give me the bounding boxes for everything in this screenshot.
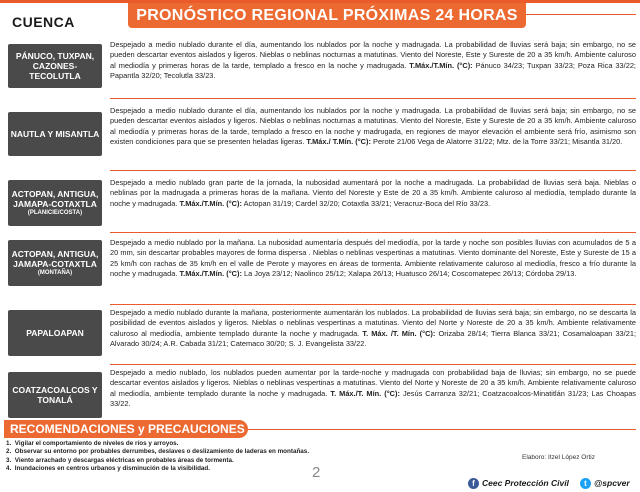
recommendations-divider	[248, 429, 636, 430]
region-temps: Orizaba 28/14; Tierra Blanca 33/21; Cosamaloapan 33/21; Alvarado 30/24; A.R. Cabada 31/21; Catemaco 30/20; S. J. Evangelista 33/22.	[110, 328, 636, 348]
region-label-text: ACTOPAN, ANTIGUA, JAMAPA-COTAXTLA	[11, 249, 99, 269]
recommendations-title: RECOMENDACIONES y PRECAUCIONES	[4, 420, 248, 438]
region-forecast: Despejado a medio nublado gran parte de la jornada, la nubosidad aumentará por la noche a madrugada. La probabilidad de lluvias será baja. Nieblas o neblinas por la madrugada a primeras horas de la mañana. Viento del Noreste y Este de 20 a 35 km/h. Ambiente caluroso al mediodía, templado durante la noche y madrugada.	[110, 178, 636, 208]
facebook-icon: f	[468, 478, 479, 489]
region-label	[8, 180, 102, 226]
region-text	[110, 368, 636, 409]
list-number: 3.	[6, 456, 12, 464]
header	[0, 0, 640, 32]
region-label	[8, 372, 102, 418]
region-forecast: Despejado a medio nublado durante el día, aumentando los nublados por la noche y madrugada. La probabilidad de lluvias será baja; sin embargo, no se pueden descartar eventos aislados y ligeros. Nieblas o neblinas nocturnas a matutinas. Viento del Noreste, Este y Sureste de 20 a 35 km/h. Ambiente caluroso al mediodía y primeras horas de la tarde, templado a fresco en la noche y madrugada, en regiones de mayor elevación el ambiente será frío, asimismo son existen condiciones para que se presenten heladas ligeras.	[110, 106, 636, 146]
author-credit: Elaboro: Itzel López Ortiz	[522, 454, 595, 461]
region-label	[8, 44, 102, 88]
region-temp-label: T. Máx./T. Mín. (°C):	[330, 388, 400, 398]
list-number: 4.	[6, 465, 12, 473]
region-label	[8, 240, 102, 286]
region-divider	[110, 98, 636, 99]
region-temp-label: T. Máx. /T. Mín. (°C):	[362, 328, 436, 338]
region-temps: Perote 21/06 Vega de Alatorre 31/22; Mtz. de la Torre 33/21; Misantla 31/20.	[373, 136, 623, 146]
region-temp-label: T.Máx./T.Mín. (°C):	[179, 198, 242, 208]
region-label-text: ACTOPAN, ANTIGUA, JAMAPA-COTAXTLA	[11, 189, 99, 209]
list-item	[6, 448, 366, 456]
region-label	[8, 112, 102, 156]
region-temps: Jesús Carranza 32/21; Coatzacoalcos-Minatitlán 31/23; Las Choapas 33/22.	[110, 388, 636, 408]
region-label-text: COATZACOALCOS Y TONALÁ	[12, 385, 98, 405]
region-forecast: Despejado a medio nublado por la mañana. La nubosidad aumentaría después del mediodía, por la tarde y noche son posibles lluvias con acumulados de 5 a 20 mm, sin descartar probables mayores de forma dispersa . Nieblas o neblinas vespertinas a matutinas. Viento dominante del Noreste, Este y Sureste de 15 a 25 km/h con rachas de 35 km/h en el valle de Perote y mayores en áreas de tormenta. Ambiente relativamente caluroso al mediodía, fresco a frío durante la noche y madrugada.	[110, 238, 636, 278]
region-temp-label: T.Máx./T.Mín. (°C):	[409, 60, 473, 70]
region-temp-label: T.Máx./ T.Mín. (°C):	[306, 136, 371, 146]
recommendations-header	[0, 420, 640, 438]
twitter-icon: t	[580, 478, 591, 489]
region-forecast: Despejado a medio nublado durante el día, aumentando los nublados por la noche y madrugada. La probabilidad de lluvias será baja; sin embargo, no se pueden descartar eventos aislados y ligeros. Nieblas o neblinas nocturnas a matutinas. Viento del Noreste, Este y Sureste de 20 a 35 km/h. Ambiente caluroso al mediodía y primeras horas de la tarde, templado a fresco en la noche y madrugada.	[110, 40, 636, 70]
facebook-link[interactable]	[468, 476, 569, 490]
region-sublabel: (PLANICIE/COSTA)	[27, 210, 83, 216]
region-text	[110, 178, 636, 209]
region-divider	[110, 232, 636, 233]
region-temp-label: T.Máx./T.Mín. (°C):	[179, 268, 242, 278]
region-temps: Actopan 31/19; Cardel 32/20; Cotaxtla 33/21; Veracruz-Boca del Río 33/23.	[243, 198, 491, 208]
list-text: Viento arrachado y descargas eléctricas en probables áreas de tormenta.	[14, 456, 234, 464]
list-number: 2.	[6, 448, 12, 456]
region-temps: La Joya 23/12; Naolinco 25/12; Xalapa 26/13; Huatusco 26/14; Coscomatepec 26/13; Córdoba 29/13.	[244, 268, 577, 278]
region-label	[8, 310, 102, 356]
region-divider	[110, 304, 636, 305]
list-number: 1.	[6, 440, 12, 447]
page-number: 2	[312, 464, 321, 481]
region-label-text: PÁNUCO, TUXPAN, CAZONES-TECOLUTLA	[15, 51, 95, 81]
region-sublabel: (MONTAÑA)	[37, 270, 73, 276]
region-temps: Pánuco 34/23; Tuxpan 33/23; Poza Rica 33/22; Papantla 32/20; Tecolutla 33/23.	[110, 60, 636, 80]
region-label-text: PAPALOAPAN	[26, 328, 84, 338]
list-text: Inundaciones en centros urbanos y disminución de la visibilidad.	[14, 465, 211, 473]
region-text	[110, 40, 636, 81]
twitter-link[interactable]	[580, 476, 630, 490]
region-label-text: NAUTLA Y MISANTLA	[10, 129, 100, 139]
region-text	[110, 106, 636, 147]
list-text: Vigilar el comportamiento de niveles de ríos y arroyos.	[14, 440, 179, 447]
list-text: Observar su entorno por probables derrumbes, deslaves o deslizamiento de laderas en montañas.	[14, 448, 310, 456]
region-text	[110, 308, 636, 349]
facebook-handle: Ceec Protección Civil	[482, 478, 569, 488]
twitter-handle: @spcver	[594, 478, 630, 488]
banner-divider	[526, 14, 636, 15]
region-divider	[110, 170, 636, 171]
region-forecast: Despejado a medio nublado durante la mañana, posteriormente aumentarán los nublados. La probabilidad de lluvias será baja; sin embargo, no se descarta la posibilidad de eventos aislados y ligeros. Nieblas o neblinas vespertinas a matutinas. Viento del Norte y Noreste de 20 a 35 km/h. Ambiente relativamente caluroso al mediodía, ambiente templado durante la noche y madrugada.	[110, 308, 636, 338]
section-title: CUENCA	[12, 14, 75, 30]
list-item	[6, 440, 366, 448]
region-text	[110, 238, 636, 279]
banner-title: PRONÓSTICO REGIONAL PRÓXIMAS 24 HORAS	[128, 3, 526, 28]
region-divider	[110, 364, 636, 365]
region-forecast: Despejado a medio nublado, los nublados pueden aumentar por la tarde-noche y madrugada con probabilidad baja de lluvias; sin embargo, no se puede descartar eventos aislados y ligeros. Nieblas o neblinas vespertinas a matutinas. Viento del Norte y Noreste de 20 a 35 km/h. Ambiente relativamente caluroso al mediodía, ambiente templado durante la noche y madrugada.	[110, 368, 636, 398]
